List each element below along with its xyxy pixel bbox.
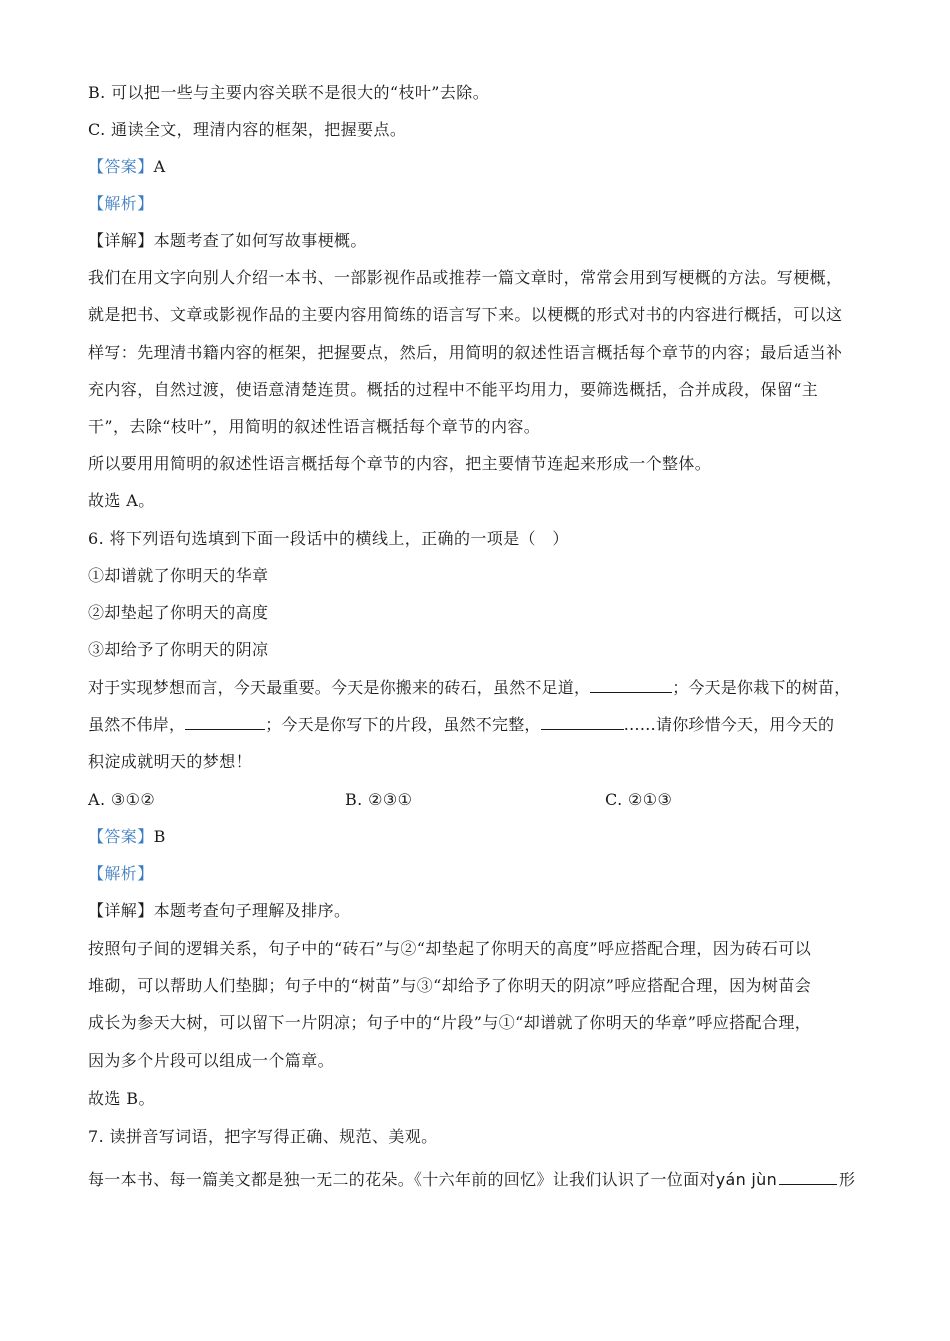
- q6-paragraph-line: 成长为参天大树，可以留下一片阴凉；句子中的“片段”与①“却谱就了你明天的华章”呼应搭配合理，: [88, 1013, 812, 1032]
- detail-text: 本题考查了如何写故事梗概。: [153, 231, 367, 250]
- q5-option-b: B. 可以把一些与主要内容关联不是很大的“枝叶”去除。: [88, 83, 490, 102]
- fill-blank: [185, 715, 265, 730]
- q6-item: ①却谱就了你明天的华章: [88, 566, 269, 585]
- passage-text: ；今天是你栽下的树苗，: [672, 678, 851, 697]
- q6-paragraph-line: 按照句子间的逻辑关系，句子中的“砖石”与②“却垫起了你明天的高度”呼应搭配合理，因为砖石可以: [88, 939, 812, 958]
- q5-analysis-tag: 【解析】: [88, 194, 154, 213]
- q6-choose: 故选 B。: [88, 1089, 155, 1108]
- detail-tag: 【详解】: [88, 901, 154, 920]
- q5-paragraph-line: 样写：先理清书籍内容的框架，把握要点，然后，用简明的叙述性语言概括每个章节的内容；最后适当补: [88, 343, 843, 362]
- passage-text: ；今天是你写下的片段，虽然不完整，: [265, 715, 541, 734]
- passage-text: ……请你珍惜今天，用今天的: [623, 715, 835, 734]
- q5-detail: [88, 231, 367, 251]
- fill-blank: [541, 715, 624, 730]
- passage-text: 对于实现梦想而言，今天最重要。今天是你搬来的砖石，虽然不足道，: [88, 678, 591, 697]
- q6-option-a: A. ③①②: [88, 790, 156, 809]
- q6-passage-line: 积淀成就明天的梦想！: [88, 752, 253, 771]
- q6-stem: 6. 将下列语句选填到下面一段话中的横线上，正确的一项是（ ）: [88, 529, 569, 548]
- fill-blank: [590, 678, 672, 693]
- q6-passage-line: [88, 715, 834, 735]
- passage-text: 形: [839, 1170, 856, 1189]
- q5-paragraph-line: 就是把书、文章或影视作品的主要内容用简练的语言写下来。以梗概的形式对书的内容进行概括，可以这: [88, 305, 843, 324]
- passage-text: 每一本书、每一篇美文都是独一无二的花朵。《十六年前的回忆》让我们认识了一位面对: [88, 1170, 716, 1189]
- q5-option-c: C. 通读全文，理清内容的框架，把握要点。: [88, 120, 407, 139]
- q6-answer: [88, 827, 166, 847]
- q5-conclusion: 所以要用用简明的叙述性语言概括每个章节的内容，把主要情节连起来形成一个整体。: [88, 454, 712, 473]
- q7-stem: 7. 读拼音写词语，把字写得正确、规范、美观。: [88, 1127, 438, 1146]
- q6-passage-line: [88, 678, 850, 698]
- q6-analysis-tag: 【解析】: [88, 864, 154, 883]
- q5-paragraph-line: 干”，去除“枝叶”，用简明的叙述性语言概括每个章节的内容。: [88, 417, 541, 436]
- pinyin-prompt: yán jùn: [715, 1170, 778, 1189]
- detail-tag: 【详解】: [88, 231, 154, 250]
- answer-value: B: [153, 827, 166, 846]
- q6-paragraph-line: 因为多个片段可以组成一个篇章。: [88, 1051, 335, 1070]
- q5-answer: [88, 157, 166, 177]
- q6-option-c: C. ②①③: [605, 790, 673, 809]
- detail-text: 本题考查句子理解及排序。: [153, 901, 351, 920]
- fill-blank: [779, 1170, 837, 1185]
- q6-item: ③却给予了你明天的阴凉: [88, 640, 269, 659]
- q7-passage-line: [88, 1170, 855, 1190]
- q6-detail: [88, 901, 350, 921]
- q6-options: [88, 790, 888, 810]
- answer-value: A: [153, 157, 166, 176]
- q6-item: ②却垫起了你明天的高度: [88, 603, 269, 622]
- q5-paragraph-line: 我们在用文字向别人介绍一本书、一部影视作品或推荐一篇文章时，常常会用到写梗概的方法。写梗概，: [88, 268, 843, 287]
- q6-paragraph-line: 堆砌，可以帮助人们垫脚；句子中的“树苗”与③“却给予了你明天的阴凉”呼应搭配合理，因为树苗会: [88, 976, 812, 995]
- passage-text: 虽然不伟岸，: [88, 715, 186, 734]
- q5-choose: 故选 A。: [88, 491, 155, 510]
- answer-tag: 【答案】: [88, 157, 154, 176]
- q6-option-b: B. ②③①: [345, 790, 413, 809]
- answer-tag: 【答案】: [88, 827, 154, 846]
- q5-paragraph-line: 充内容，自然过渡，使语意清楚连贯。概括的过程中不能平均用力，要筛选概括，合并成段，保留“主: [88, 380, 819, 399]
